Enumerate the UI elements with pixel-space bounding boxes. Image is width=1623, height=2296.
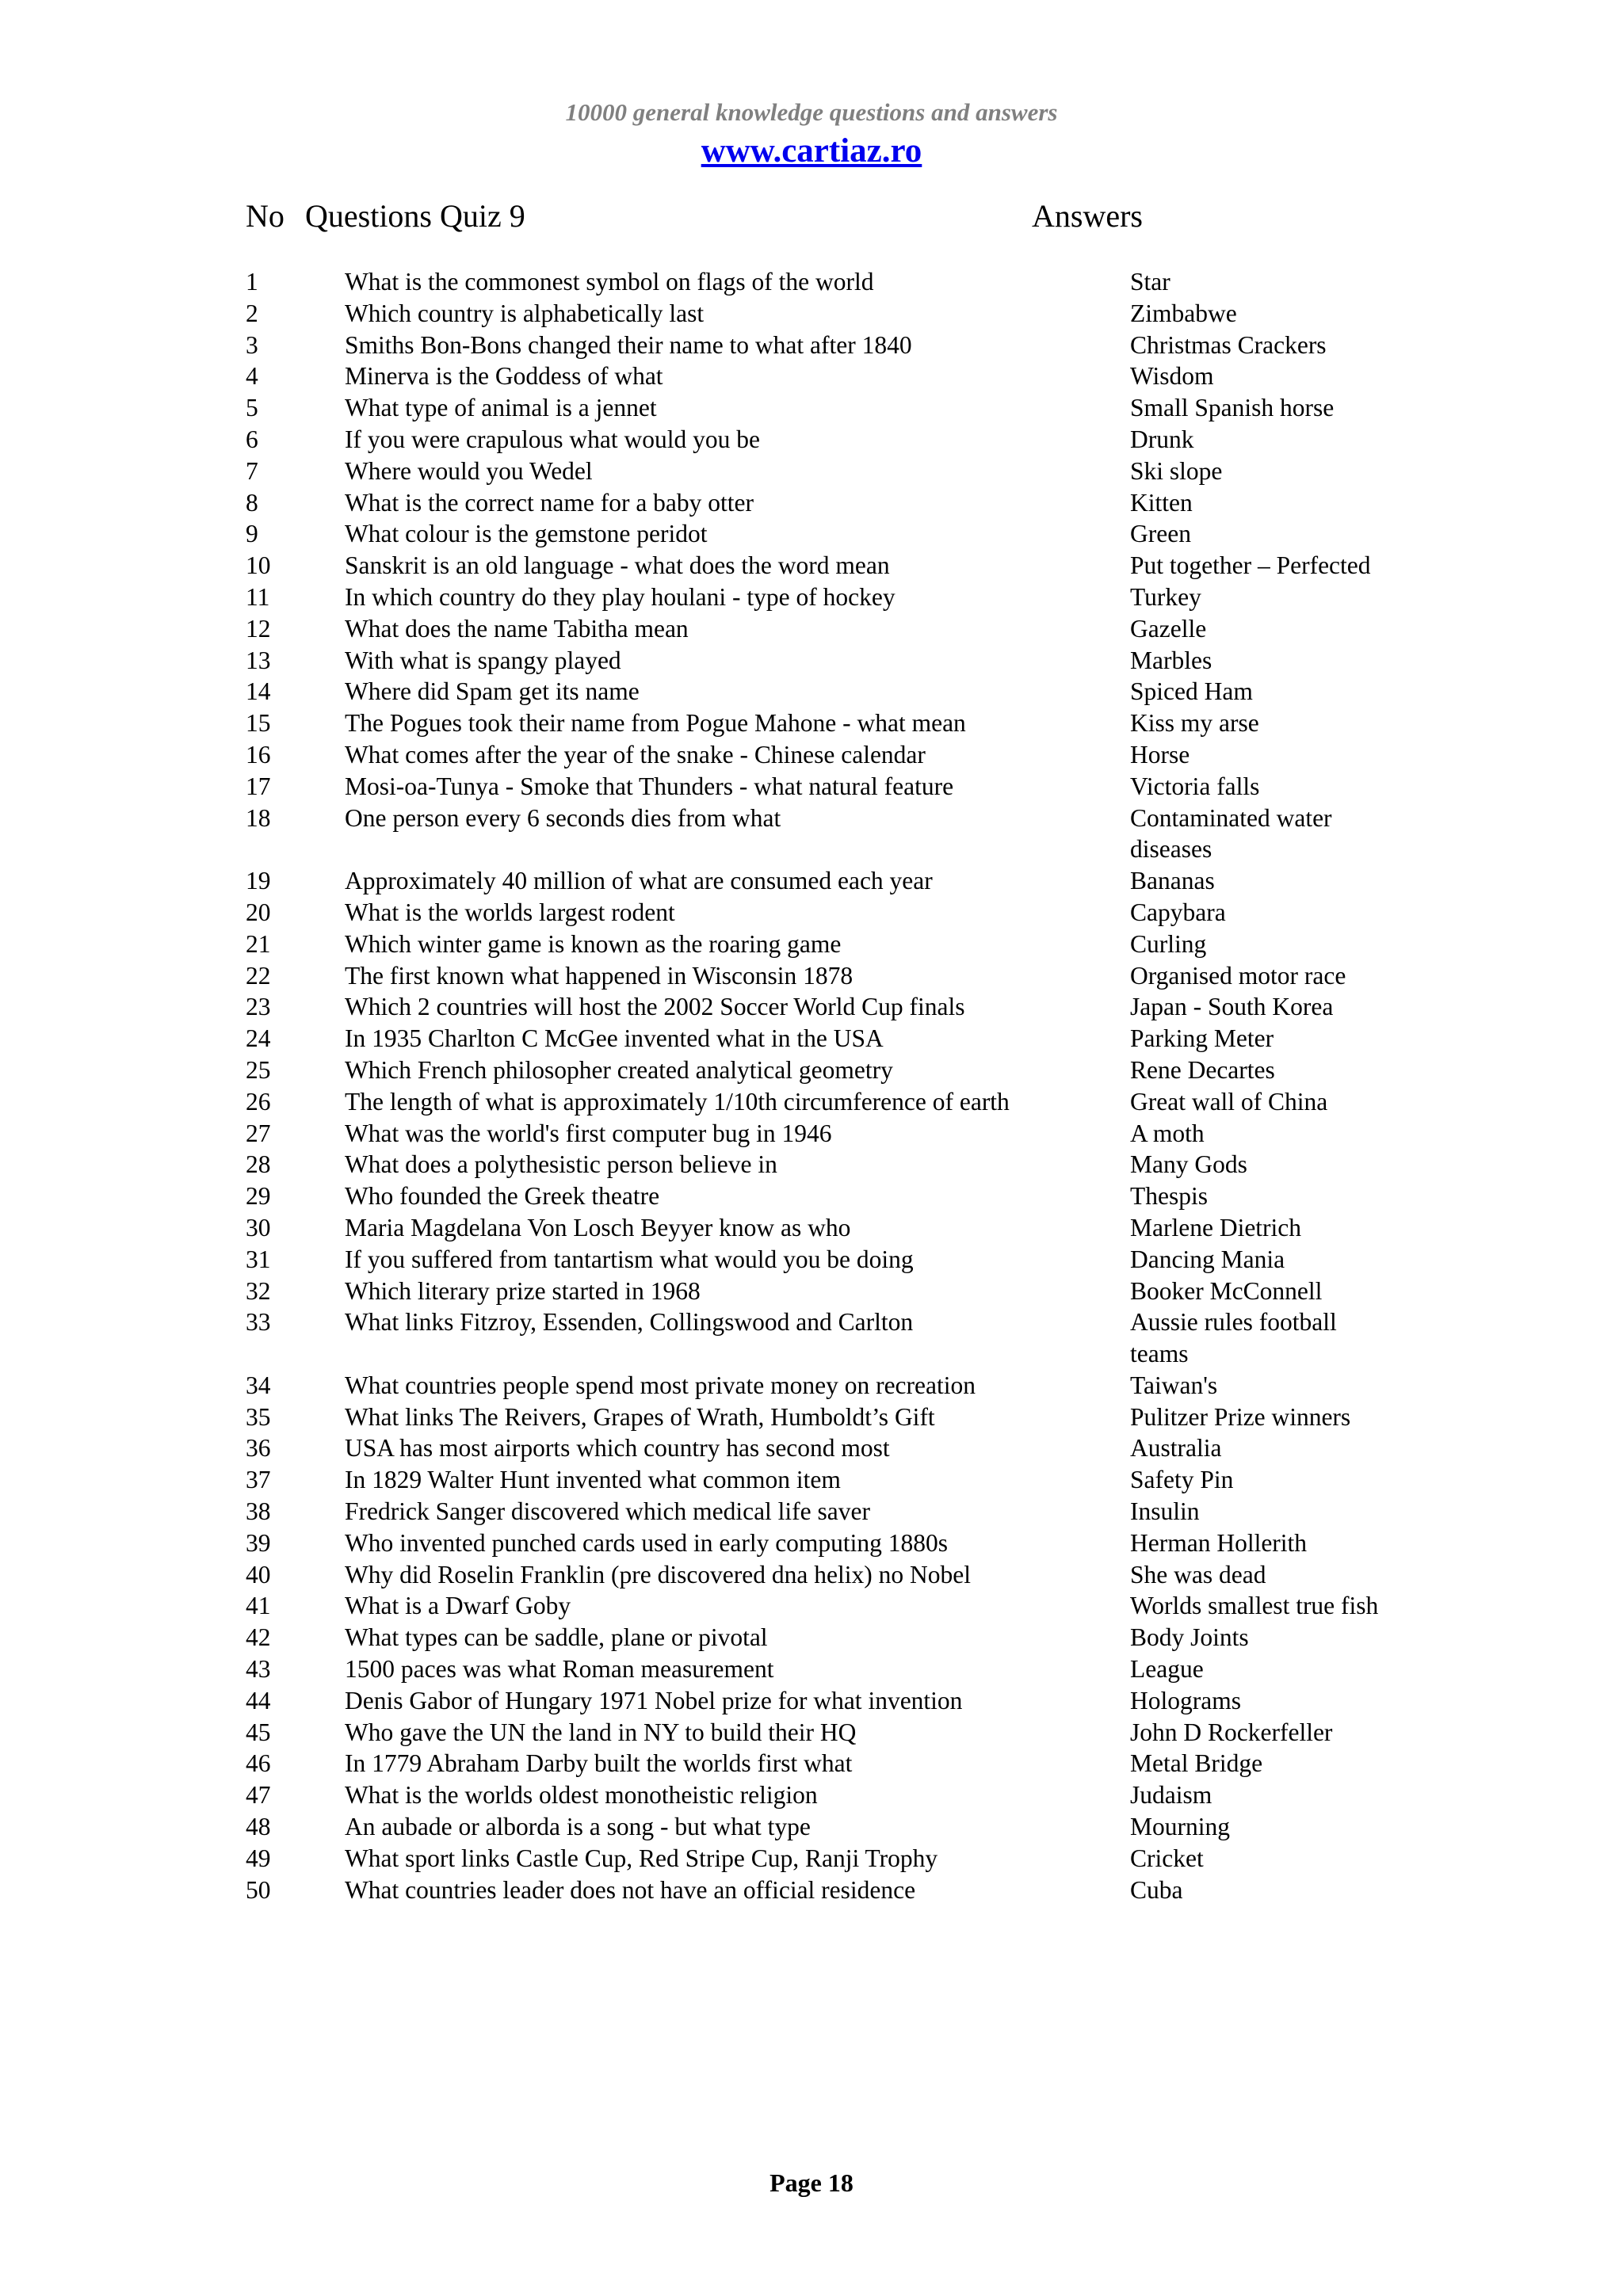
- question-text: Approximately 40 million of what are consumed each year: [345, 867, 933, 895]
- question-row: [0, 582, 1623, 613]
- answer-text: Cuba: [1130, 1875, 1183, 1904]
- answer-text: Small Spanish horse: [1130, 394, 1335, 422]
- website-link[interactable]: www.cartiaz.ro: [701, 132, 922, 170]
- question-row: [0, 1402, 1623, 1433]
- question-row: [0, 991, 1623, 1023]
- question-text: What comes after the year of the snake - Chinese calendar: [345, 740, 926, 769]
- answer-text: Wisdom: [1130, 362, 1214, 391]
- answer-text: Rene Decartes: [1130, 1055, 1275, 1084]
- question-row: [0, 1464, 1623, 1496]
- question-number: 6: [246, 425, 258, 453]
- answer-text: Contaminated water diseases: [1130, 803, 1332, 864]
- question-number: 26: [246, 1087, 271, 1116]
- question-text: Fredrick Sanger discovered which medical life saver: [345, 1497, 870, 1526]
- question-text: Which literary prize started in 1968: [345, 1276, 701, 1305]
- question-text: What types can be saddle, plane or pivotal: [345, 1623, 768, 1652]
- question-text: In 1779 Abraham Darby built the worlds first what: [345, 1749, 853, 1778]
- question-row: [0, 1496, 1623, 1527]
- question-number: 49: [246, 1844, 271, 1872]
- question-number: 10: [246, 551, 271, 580]
- answer-text: Herman Hollerith: [1130, 1528, 1308, 1557]
- question-row: [0, 645, 1623, 677]
- question-row: [0, 739, 1623, 771]
- question-text: Why did Roselin Franklin (pre discovered dna helix) no Nobel: [345, 1560, 971, 1589]
- question-number: 35: [246, 1402, 271, 1431]
- answer-text: Bananas: [1130, 867, 1215, 895]
- question-number: 47: [246, 1781, 271, 1810]
- question-row: [0, 1023, 1623, 1055]
- answer-text: Parking Meter: [1130, 1024, 1274, 1053]
- question-text: One person every 6 seconds dies from what: [345, 803, 781, 832]
- question-row: [0, 1875, 1623, 1906]
- question-number: 7: [246, 456, 258, 485]
- question-row: [0, 266, 1623, 298]
- question-row: [0, 1527, 1623, 1559]
- question-number: 8: [246, 488, 258, 517]
- question-text: What type of animal is a jennet: [345, 394, 657, 422]
- answer-text: Dancing Mania: [1130, 1245, 1285, 1273]
- question-number: 43: [246, 1655, 271, 1684]
- question-row: [0, 771, 1623, 803]
- question-row: [0, 330, 1623, 361]
- column-header-no: No: [246, 198, 285, 234]
- question-text: Who gave the UN the land in NY to build their HQ: [345, 1718, 857, 1746]
- question-number: 22: [246, 961, 271, 990]
- question-text: In 1829 Walter Hunt invented what common item: [345, 1466, 841, 1494]
- question-text: What is a Dwarf Goby: [345, 1592, 571, 1620]
- question-text: USA has most airports which country has second most: [345, 1434, 890, 1463]
- question-text: What links Fitzroy, Essenden, Collingswood and Carlton: [345, 1308, 914, 1337]
- question-number: 16: [246, 740, 271, 769]
- answer-text: Metal Bridge: [1130, 1749, 1263, 1778]
- question-text: In which country do they play houlani - type of hockey: [345, 582, 896, 611]
- answer-text: Mourning: [1130, 1813, 1230, 1841]
- question-number: 12: [246, 614, 271, 643]
- answer-text: Put together – Perfected: [1130, 551, 1371, 580]
- answer-text: Japan - South Korea: [1130, 993, 1334, 1021]
- answer-text: Ski slope: [1130, 456, 1223, 485]
- question-text: Who founded the Greek theatre: [345, 1182, 660, 1211]
- question-number: 39: [246, 1528, 271, 1557]
- question-number: 18: [246, 803, 271, 832]
- answer-text: Many Gods: [1130, 1150, 1247, 1179]
- question-number: 27: [246, 1119, 271, 1147]
- question-row: [0, 1370, 1623, 1402]
- question-text: Where would you Wedel: [345, 456, 593, 485]
- question-number: 19: [246, 867, 271, 895]
- question-number: 28: [246, 1150, 271, 1179]
- question-text: With what is spangy played: [345, 646, 621, 674]
- question-row: [0, 1779, 1623, 1811]
- answer-text: Holograms: [1130, 1686, 1241, 1714]
- answer-text: League: [1130, 1655, 1204, 1684]
- question-row: [0, 1306, 1623, 1370]
- question-row: [0, 676, 1623, 707]
- question-row: [0, 1086, 1623, 1118]
- question-row: [0, 518, 1623, 550]
- question-text: What sport links Castle Cup, Red Stripe Cup, Ranji Trophy: [345, 1844, 938, 1872]
- answer-text: Insulin: [1130, 1497, 1200, 1526]
- answer-text: Booker McConnell: [1130, 1276, 1323, 1305]
- answer-text: John D Rockerfeller: [1130, 1718, 1333, 1746]
- question-number: 34: [246, 1371, 271, 1399]
- question-row: [0, 1055, 1623, 1086]
- question-row: [0, 613, 1623, 645]
- question-row: [0, 865, 1623, 897]
- question-text: The length of what is approximately 1/10th circumference of earth: [345, 1087, 1010, 1116]
- answer-text: Marbles: [1130, 646, 1212, 674]
- question-number: 30: [246, 1213, 271, 1241]
- question-number: 45: [246, 1718, 271, 1746]
- question-number: 31: [246, 1245, 271, 1273]
- question-row: [0, 392, 1623, 424]
- question-text: Who invented punched cards used in early computing 1880s: [345, 1528, 949, 1557]
- question-row: [0, 1180, 1623, 1212]
- question-number: 15: [246, 709, 271, 738]
- question-text: What is the worlds oldest monotheistic religion: [345, 1781, 818, 1810]
- question-list: [0, 266, 1623, 1905]
- question-number: 9: [246, 520, 258, 548]
- question-text: If you suffered from tantartism what would you be doing: [345, 1245, 914, 1273]
- question-text: In 1935 Charlton C McGee invented what in the USA: [345, 1024, 884, 1053]
- question-row: [0, 1432, 1623, 1464]
- answer-text: Gazelle: [1130, 614, 1207, 643]
- answer-text: Curling: [1130, 929, 1207, 958]
- question-number: 13: [246, 646, 271, 674]
- question-row: [0, 456, 1623, 487]
- question-row: [0, 929, 1623, 960]
- question-row: [0, 1244, 1623, 1276]
- question-row: [0, 1559, 1623, 1591]
- question-number: 25: [246, 1055, 271, 1084]
- question-number: 14: [246, 677, 271, 706]
- answer-text: Horse: [1130, 740, 1190, 769]
- question-text: The Pogues took their name from Pogue Mahone - what mean: [345, 709, 966, 738]
- question-row: [0, 1653, 1623, 1685]
- answer-text: Kiss my arse: [1130, 709, 1259, 738]
- answer-text: A moth: [1130, 1119, 1205, 1147]
- question-number: 3: [246, 330, 258, 359]
- question-row: [0, 1811, 1623, 1843]
- question-number: 32: [246, 1276, 271, 1305]
- question-number: 5: [246, 394, 258, 422]
- question-text: What does a polythesistic person believe in: [345, 1150, 777, 1179]
- question-number: 33: [246, 1308, 271, 1337]
- question-row: [0, 1717, 1623, 1749]
- question-text: What is the correct name for a baby otter: [345, 488, 754, 517]
- question-number: 38: [246, 1497, 271, 1526]
- question-text: Denis Gabor of Hungary 1971 Nobel prize for what invention: [345, 1686, 963, 1714]
- answer-text: Taiwan's: [1130, 1371, 1218, 1399]
- question-number: 2: [246, 299, 258, 327]
- question-text: What is the commonest symbol on flags of the world: [345, 268, 874, 296]
- answer-text: Worlds smallest true fish: [1130, 1592, 1379, 1620]
- question-row: [0, 1118, 1623, 1150]
- question-row: [0, 1622, 1623, 1653]
- question-number: 1: [246, 268, 258, 296]
- question-row: [0, 1843, 1623, 1875]
- question-text: Minerva is the Goddess of what: [345, 362, 663, 391]
- question-row: [0, 487, 1623, 519]
- question-number: 42: [246, 1623, 271, 1652]
- question-text: 1500 paces was what Roman measurement: [345, 1655, 774, 1684]
- question-number: 36: [246, 1434, 271, 1463]
- column-header-questions: Questions Quiz 9: [305, 198, 525, 234]
- answer-text: Cricket: [1130, 1844, 1204, 1872]
- question-text: What colour is the gemstone peridot: [345, 520, 708, 548]
- answer-text: Pulitzer Prize winners: [1130, 1402, 1351, 1431]
- question-row: [0, 1149, 1623, 1180]
- question-text: Which French philosopher created analytical geometry: [345, 1055, 893, 1084]
- question-text: Mosi-oa-Tunya - Smoke that Thunders - what natural feature: [345, 772, 954, 800]
- question-text: What countries people spend most private money on recreation: [345, 1371, 976, 1399]
- answer-text: Aussie rules football teams: [1130, 1308, 1337, 1368]
- answer-text: Star: [1130, 268, 1170, 296]
- answer-text: Body Joints: [1130, 1623, 1249, 1652]
- question-row: [0, 1748, 1623, 1779]
- question-number: 4: [246, 362, 258, 391]
- answer-text: Spiced Ham: [1130, 677, 1253, 706]
- question-row: [0, 707, 1623, 739]
- answer-text: Capybara: [1130, 898, 1226, 926]
- question-row: [0, 803, 1623, 866]
- question-text: An aubade or alborda is a song - but what type: [345, 1813, 811, 1841]
- question-number: 11: [246, 582, 270, 611]
- question-number: 21: [246, 929, 271, 958]
- question-number: 46: [246, 1749, 271, 1778]
- question-row: [0, 960, 1623, 992]
- answer-text: Zimbabwe: [1130, 299, 1237, 327]
- question-row: [0, 1685, 1623, 1717]
- answer-text: Kitten: [1130, 488, 1193, 517]
- answer-text: Australia: [1130, 1434, 1222, 1463]
- question-row: [0, 424, 1623, 456]
- question-number: 17: [246, 772, 271, 800]
- answer-text: Marlene Dietrich: [1130, 1213, 1302, 1241]
- answer-text: Drunk: [1130, 425, 1194, 453]
- question-text: What does the name Tabitha mean: [345, 614, 689, 643]
- answer-text: Safety Pin: [1130, 1466, 1234, 1494]
- question-row: [0, 298, 1623, 330]
- question-row: [0, 1276, 1623, 1307]
- question-text: Where did Spam get its name: [345, 677, 640, 706]
- question-number: 29: [246, 1182, 271, 1211]
- question-row: [0, 1590, 1623, 1622]
- answer-text: Victoria falls: [1130, 772, 1260, 800]
- question-number: 41: [246, 1592, 271, 1620]
- question-text: Which country is alphabetically last: [345, 299, 705, 327]
- question-row: [0, 550, 1623, 582]
- answer-text: Thespis: [1130, 1182, 1208, 1211]
- answer-text: Judaism: [1130, 1781, 1212, 1810]
- question-text: Smiths Bon-Bons changed their name to what after 1840: [345, 330, 912, 359]
- question-number: 50: [246, 1875, 271, 1904]
- question-text: Which winter game is known as the roaring game: [345, 929, 842, 958]
- question-row: [0, 1212, 1623, 1244]
- column-header-answers: Answers: [1032, 198, 1143, 234]
- page-number: Page 18: [769, 2168, 854, 2197]
- question-number: 40: [246, 1560, 271, 1589]
- answer-text: Organised motor race: [1130, 961, 1346, 990]
- question-number: 24: [246, 1024, 271, 1053]
- question-number: 23: [246, 993, 271, 1021]
- question-row: [0, 360, 1623, 392]
- question-text: Which 2 countries will host the 2002 Soccer World Cup finals: [345, 993, 965, 1021]
- question-text: Maria Magdelana Von Losch Beyyer know as who: [345, 1213, 851, 1241]
- question-number: 44: [246, 1686, 271, 1714]
- question-number: 20: [246, 898, 271, 926]
- question-row: [0, 897, 1623, 929]
- answer-text: Christmas Crackers: [1130, 330, 1327, 359]
- answer-text: Green: [1130, 520, 1191, 548]
- answer-text: She was dead: [1130, 1560, 1266, 1589]
- answer-text: Turkey: [1130, 582, 1201, 611]
- question-text: What countries leader does not have an official residence: [345, 1875, 916, 1904]
- question-text: What is the worlds largest rodent: [345, 898, 675, 926]
- question-number: 37: [246, 1466, 271, 1494]
- question-text: Sanskrit is an old language - what does the word mean: [345, 551, 890, 580]
- question-text: The first known what happened in Wisconsin 1878: [345, 961, 854, 990]
- question-text: What links The Reivers, Grapes of Wrath, Humboldt’s Gift: [345, 1402, 935, 1431]
- answer-text: Great wall of China: [1130, 1087, 1328, 1116]
- question-text: If you were crapulous what would you be: [345, 425, 760, 453]
- document-subtitle: 10000 general knowledge questions and answers: [565, 98, 1058, 126]
- question-text: What was the world's first computer bug in 1946: [345, 1119, 832, 1147]
- question-number: 48: [246, 1813, 271, 1841]
